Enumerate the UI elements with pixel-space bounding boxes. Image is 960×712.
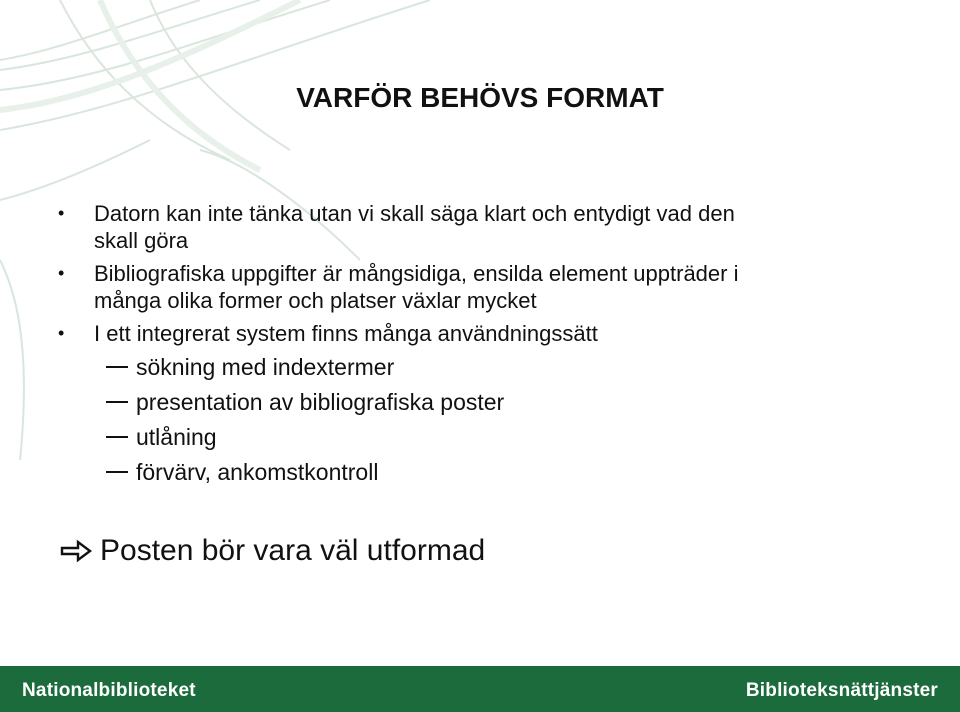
bullet-text-line: I ett integrerat system finns många användningssätt [94,321,598,346]
bullet-text-line: skall göra [94,228,189,253]
footer-brand-biblioteksnattjanster: Biblioteksnättjänster [745,680,938,701]
dash-icon [106,471,128,473]
bullet-text-line: Bibliografiska uppgifter är mångsidiga, ensilda element uppträder i [94,261,739,286]
bullet-dot-icon: • [58,203,65,223]
footer-brand-nationalbiblioteket: Nationalbiblioteket [22,680,196,701]
sub-item [58,423,898,452]
sub-item-text: utlåning [136,424,217,450]
bullet-text-line: många olika former och platser växlar mycket [94,288,537,313]
bullet-text-line: Datorn kan inte tänka utan vi skall säga klart och entydigt vad den [94,201,735,226]
dash-icon [106,401,128,403]
conclusion [60,532,485,570]
bullet-item [58,200,898,254]
bullet-dot-icon: • [58,263,65,283]
slide-title: VARFÖR BEHÖVS FORMAT [296,82,664,113]
dash-icon [106,436,128,438]
sub-item-text: presentation av bibliografiska poster [136,389,505,415]
bullet-list [58,200,898,493]
bullet-dot-icon: • [58,323,65,343]
sub-item [58,388,898,417]
sub-item-text: sökning med indextermer [136,354,395,380]
sub-item [58,458,898,487]
bullet-item [58,260,898,314]
sub-item [58,353,898,382]
right-arrow-icon [60,539,92,563]
dash-icon [106,366,128,368]
footer-bar [0,666,960,712]
conclusion-text: Posten bör vara väl utformad [100,534,486,567]
bullet-item [58,320,898,347]
sub-item-text: förvärv, ankomstkontroll [136,459,379,485]
